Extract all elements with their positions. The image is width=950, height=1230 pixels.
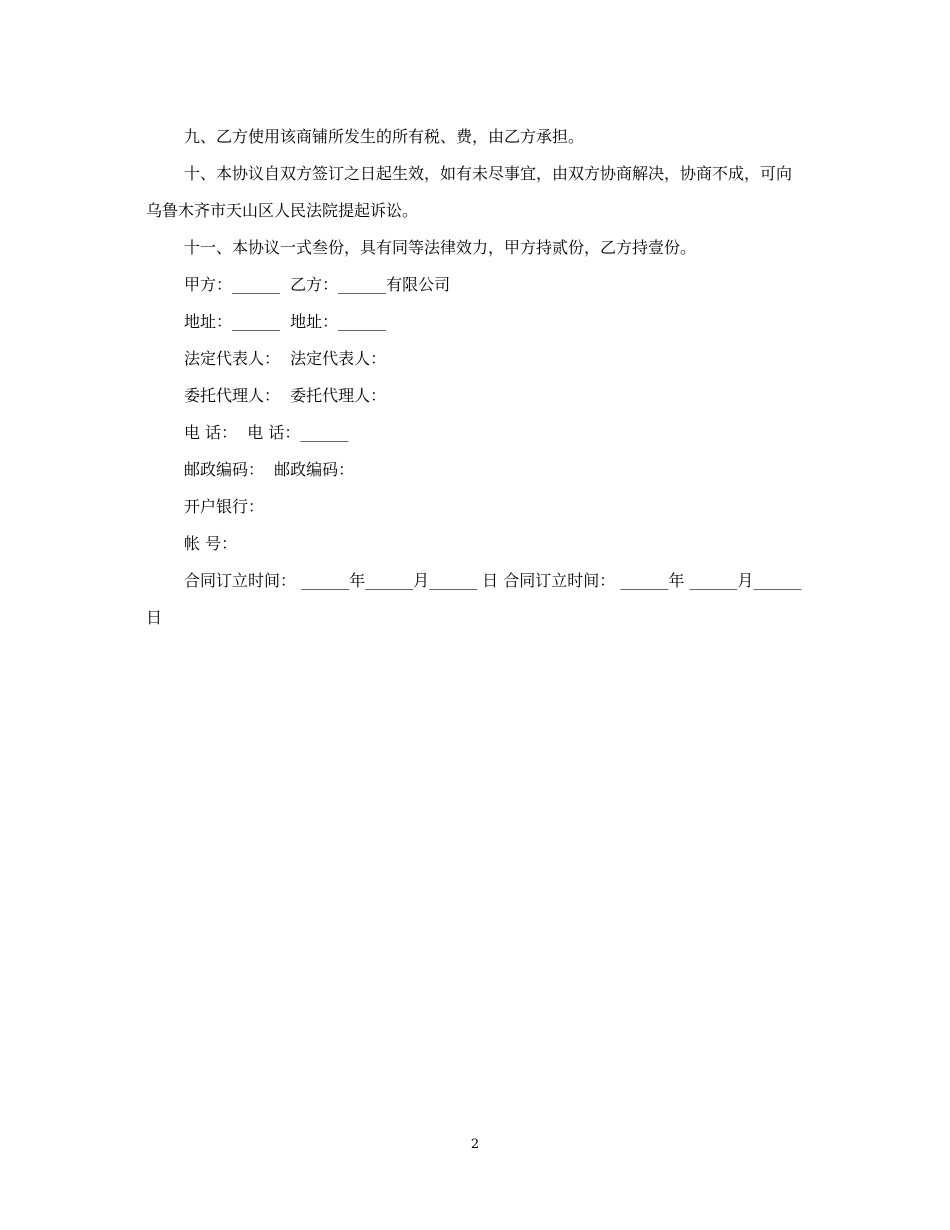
legal-representative-line: 法定代表人： 法定代表人：: [184, 349, 387, 368]
account-number-line: 帐 号：: [184, 534, 238, 553]
clause-10: 十、本协议自双方签订之日起生效，如有未尽事宜，由双方协商解决，协商不成，可向乌鲁木齐市天山区人民法院提起诉讼。: [146, 164, 793, 220]
clause-11: 十一、本协议一式叁份，具有同等法律效力，甲方持贰份，乙方持壹份。: [184, 238, 697, 257]
phone-line: 电 话： 电 话：______: [184, 423, 349, 442]
contract-body: [146, 118, 806, 636]
bank-line: 开户银行：: [184, 497, 265, 516]
contract-date-line: 合同订立时间： ______年______月______ 日 合同订立时间： ______年 ______月______ 日: [146, 571, 802, 627]
page-number: 2: [470, 1137, 480, 1152]
authorized-agent-line: 委托代理人： 委托代理人：: [184, 386, 387, 405]
address-line: 地址：______ 地址：______: [184, 312, 387, 331]
clause-9: 九、乙方使用该商铺所发生的所有税、费，由乙方承担。: [184, 127, 585, 146]
party-names-line: 甲方：______ 乙方：______有限公司: [184, 275, 451, 294]
postal-code-line: 邮政编码： 邮政编码：: [184, 460, 355, 479]
